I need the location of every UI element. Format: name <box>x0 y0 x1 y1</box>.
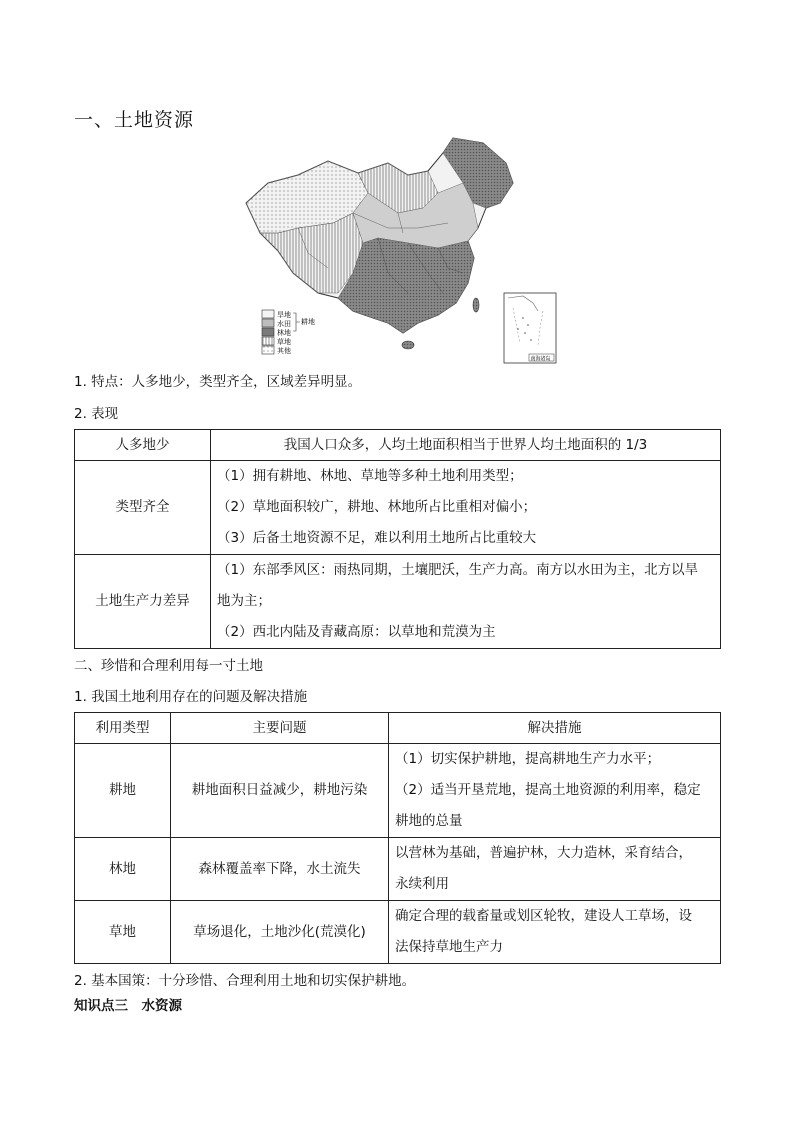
legend-label: 林地 <box>277 329 291 337</box>
legend-group-label: 耕地 <box>301 318 315 326</box>
row-label: 人多地少 <box>75 430 211 461</box>
land-use-problems-table <box>74 712 721 964</box>
cell-measure: （1）切实保护耕地，提高耕地生产力水平； <box>395 751 661 767</box>
row-item: （1）拥有耕地、林地、草地等多种土地利用类型； <box>217 468 523 484</box>
point-problems-measures: 1. 我国土地利用存在的问题及解决措施 <box>74 689 308 705</box>
row-item: （3）后备土地资源不足，难以利用土地所占比重较大 <box>217 530 537 546</box>
cell-type: 草地 <box>75 901 171 964</box>
legend-label: 水田 <box>277 320 291 328</box>
cell-measure: （2）适当开垦荒地，提高土地资源的利用率，稳定 <box>395 782 701 798</box>
table-row <box>75 838 721 901</box>
inset-label: 南海诸岛 <box>530 356 551 362</box>
map-island-hainan <box>402 341 414 349</box>
cell-measure: 耕地的总量 <box>395 813 463 829</box>
next-section-heading: 知识点三 水资源 <box>74 998 182 1014</box>
cell-measure: 以营林为基础，普遍护林，大力造林，采育结合， <box>395 845 692 861</box>
table-row <box>75 744 721 838</box>
row-label: 类型齐全 <box>75 461 211 555</box>
point-characteristics: 1. 特点：人多地少，类型齐全，区域差异明显。 <box>74 374 362 390</box>
cell-problem: 草场退化，土地沙化(荒漠化) <box>171 901 389 964</box>
land-characteristics-table <box>74 429 721 649</box>
cell-measure: 永续利用 <box>395 876 449 892</box>
row-item: 地为主； <box>217 593 271 609</box>
column-header: 解决措施 <box>389 713 721 744</box>
cell-problem: 耕地面积日益减少，耕地污染 <box>171 744 389 838</box>
point-manifestation: 2. 表现 <box>74 406 119 422</box>
section-title-cherish-land: 二、珍惜和合理利用每一寸土地 <box>74 658 263 674</box>
legend-label: 其他 <box>277 347 291 355</box>
row-item: （2）草地面积较广，耕地、林地所占比重相对偏小； <box>217 499 537 515</box>
row-label: 土地生产力差异 <box>75 555 211 649</box>
row-item: （2）西北内陆及青藏高原：以草地和荒漠为主 <box>217 624 496 640</box>
table-row <box>75 555 721 649</box>
cell-type: 林地 <box>75 838 171 901</box>
map-island-taiwan <box>473 298 479 312</box>
legend-label: 旱地 <box>277 311 291 319</box>
row-item: （1）东部季风区：雨热同期，土壤肥沃，生产力高。南方以水田为主，北方以旱 <box>217 562 699 578</box>
column-header: 利用类型 <box>75 713 171 744</box>
cell-measure: 法保持草地生产力 <box>395 939 503 955</box>
table-row <box>75 461 721 555</box>
table-header-row <box>75 713 721 744</box>
cell-measure: 确定合理的载畜量或划区轮牧，建设人工草场，设 <box>395 908 692 924</box>
legend-label: 草地 <box>277 338 291 346</box>
column-header: 主要问题 <box>171 713 389 744</box>
point-basic-policy: 2. 基本国策：十分珍惜、合理利用土地和切实保护耕地。 <box>74 973 416 989</box>
table-row <box>75 901 721 964</box>
china-land-use-map <box>238 133 558 365</box>
cell-problem: 森林覆盖率下降，水土流失 <box>171 838 389 901</box>
map-legend <box>262 310 315 355</box>
map-inset-south-china-sea <box>504 293 556 363</box>
cell-type: 耕地 <box>75 744 171 838</box>
table-row <box>75 430 721 461</box>
row-content: 我国人口众多，人均土地面积相当于世界人均土地面积的 1/3 <box>211 430 721 461</box>
section-title-land-resources: 一、土地资源 <box>74 109 195 131</box>
